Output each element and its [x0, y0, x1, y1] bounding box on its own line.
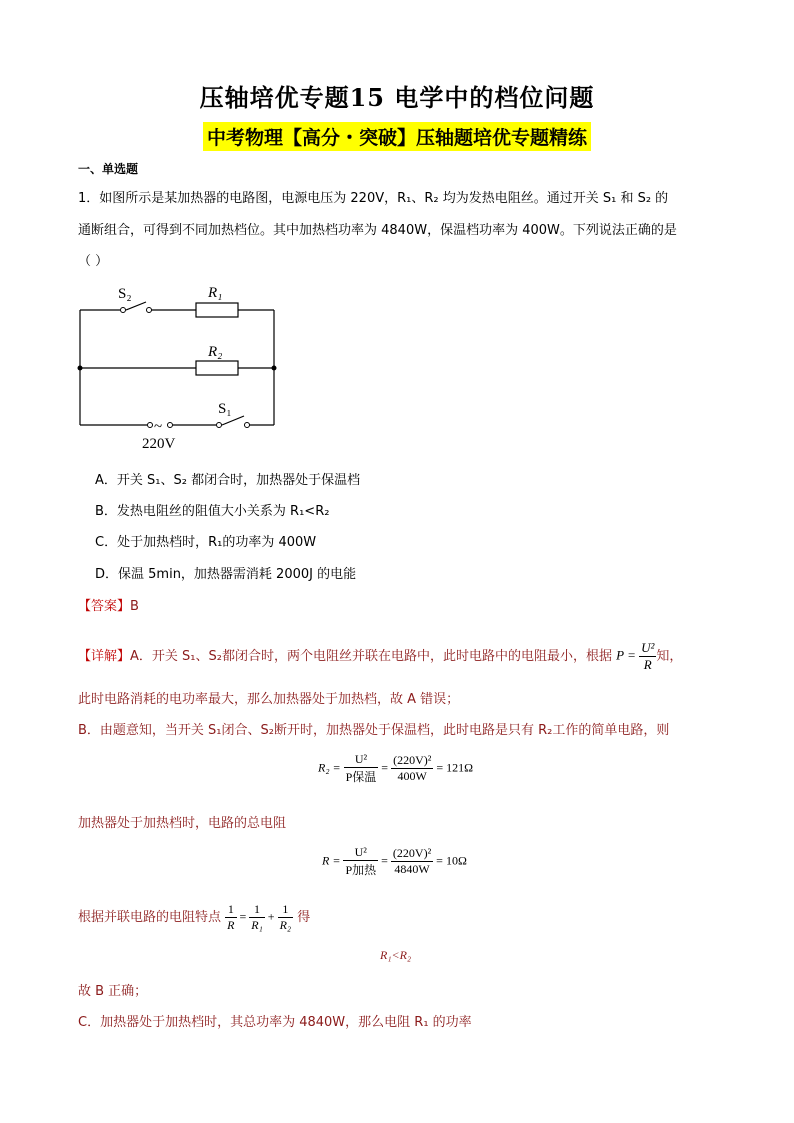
- formula-r2-lhs: R₂ =: [318, 760, 341, 775]
- formula-parallel-num2: 1: [249, 902, 265, 918]
- detail-a-tail: 知，: [656, 649, 683, 664]
- formula-parallel-den3: R₂: [279, 918, 292, 932]
- detail-line-1: [78, 640, 682, 673]
- formula-r2-num1: U²: [344, 752, 379, 768]
- formula-r2-den1: P保温: [345, 770, 377, 784]
- detail-a-text: A．开关 S₁、S₂都闭合时，两个电阻丝并联在电路中，此时电路中的电阻最小，根据: [130, 649, 612, 664]
- circuit-label-r1: R₁: [208, 285, 223, 301]
- formula-parallel: [225, 902, 293, 933]
- formula-power-lhs: P =: [616, 647, 636, 663]
- circuit-label-s1: S₁: [218, 401, 232, 417]
- circuit-label-r2: R₂: [208, 344, 223, 360]
- detail-line-3: B．由题意知，当开关 S₁闭合、S₂断开时，加热器处于保温档，此时电路是只有 R₂工作的简单电路，则: [78, 723, 670, 738]
- detail-line-5: [78, 902, 310, 933]
- formula-parallel-plus: +: [267, 909, 275, 924]
- formula-r-frac1: [343, 845, 378, 878]
- inequality: R₁<R₂: [380, 948, 412, 962]
- document-subtitle: 中考物理【高分・突破】压轴题培优专题精练: [203, 122, 591, 151]
- option-b: B．发热电阻丝的阻值大小关系为 R₁<R₂: [95, 504, 330, 519]
- formula-r-result: = 10Ω: [436, 853, 467, 868]
- formula-r-frac2: [391, 846, 433, 877]
- formula-parallel-num3: 1: [278, 902, 294, 918]
- detail-line-6: 故 B 正确；: [78, 984, 148, 999]
- document-title: 压轴培优专题15 电学中的档位问题: [199, 83, 595, 112]
- option-c: C．处于加热档时，R₁的功率为 400W: [95, 535, 317, 550]
- formula-r2-frac1: [344, 752, 379, 785]
- formula-r2: [318, 752, 473, 785]
- option-a: A．开关 S₁、S₂ 都闭合时，加热器处于保温档: [95, 473, 361, 488]
- circuit-label-s2: S₂: [118, 286, 132, 302]
- formula-r2-eq: =: [381, 760, 389, 775]
- formula-r: [322, 845, 467, 878]
- formula-parallel-frac3: [278, 902, 294, 933]
- formula-power-den: R: [643, 657, 652, 672]
- formula-parallel-num1: 1: [225, 902, 236, 918]
- formula-power-frac: [639, 640, 656, 673]
- answer-line: [78, 595, 139, 614]
- detail-line-4: 加热器处于加热档时，电路的总电阻: [78, 816, 287, 831]
- formula-parallel-den1: R: [227, 918, 235, 932]
- question-line-3: （ ）: [78, 254, 109, 269]
- formula-r2-den2: 400W: [397, 769, 427, 783]
- section-heading: 一、单选题: [78, 162, 139, 176]
- circuit-label-voltage: 220V: [142, 436, 176, 452]
- answer-label: 【答案】: [78, 599, 131, 614]
- formula-power-num: U²: [641, 640, 655, 655]
- question-line-1: 1．如图所示是某加热器的电路图，电源电压为 220V，R₁、R₂ 均为发热电阻丝。通过开关 S₁ 和 S₂ 的: [78, 191, 669, 206]
- answer-value: B: [130, 599, 139, 614]
- formula-r2-num2: (220V)²: [393, 753, 432, 767]
- detail-line-5-pre: 根据并联电路的电阻特点: [78, 910, 222, 925]
- option-d: D．保温 5min，加热器需消耗 2000J 的电能: [95, 567, 357, 582]
- detail-line-5-post: 得: [297, 910, 311, 925]
- detail-label: 【详解】: [78, 649, 131, 664]
- question-line-2: 通断组合，可得到不同加热档位。其中加热档功率为 4840W，保温档功率为 400W。下列说法正确的是: [78, 223, 677, 238]
- detail-line-7: C．加热器处于加热档时，其总功率为 4840W，那么电阻 R₁ 的功率: [78, 1015, 472, 1030]
- formula-r2-frac2: [391, 753, 433, 784]
- formula-r-num2: (220V)²: [392, 846, 432, 860]
- formula-r-lhs: R =: [322, 853, 341, 868]
- subtitle-wrap: [0, 122, 794, 151]
- formula-parallel-frac2: [249, 902, 265, 933]
- formula-power: [616, 640, 656, 673]
- formula-parallel-den2: R₁: [251, 918, 263, 932]
- formula-r-den1: P加热: [345, 863, 377, 877]
- formula-r-den2: 4840W: [394, 862, 430, 876]
- formula-r2-result: = 121Ω: [436, 760, 474, 775]
- detail-line-2: 此时电路消耗的电功率最大，那么加热器处于加热档，故 A 错误；: [78, 692, 460, 707]
- formula-parallel-frac1: [225, 902, 236, 933]
- ac-source-icon: ~: [154, 419, 163, 435]
- formula-r-eq: =: [381, 853, 388, 868]
- formula-r-num1: U²: [343, 845, 378, 861]
- formula-parallel-eq: =: [239, 909, 247, 924]
